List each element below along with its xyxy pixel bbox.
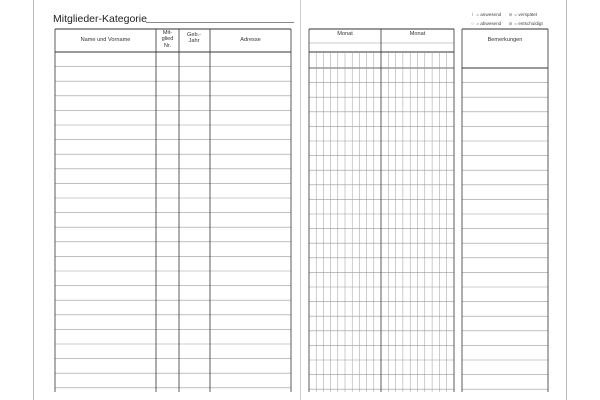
month-header-2: Monat [409,31,426,37]
left-table-grid [55,29,291,392]
absent-symbol-icon: ○ [471,21,474,26]
legend-label: = verspätet [514,12,538,17]
page-title: Mitglieder-Kategorie [53,13,147,25]
column-header-name: Name und Vorname [80,37,131,43]
column-header-address: Adresse [240,37,261,43]
right-table-grid [309,29,548,392]
present-symbol-icon: / [471,12,474,17]
late-symbol-icon: ⊘ [508,12,513,17]
legend-label: = entschuldigt [514,21,543,26]
column-header-birth-year: Geb.- Jahr [187,32,201,45]
month-header-1: Monat [337,31,353,37]
legend-label: = abwesend [476,21,502,26]
remarks-header: Bemerkungen [487,37,523,43]
column-header-member-no: Mit- glied Nr. [161,30,174,49]
excused-symbol-icon: ⊘ [508,21,513,26]
legend-label: = anwesend [476,12,502,17]
